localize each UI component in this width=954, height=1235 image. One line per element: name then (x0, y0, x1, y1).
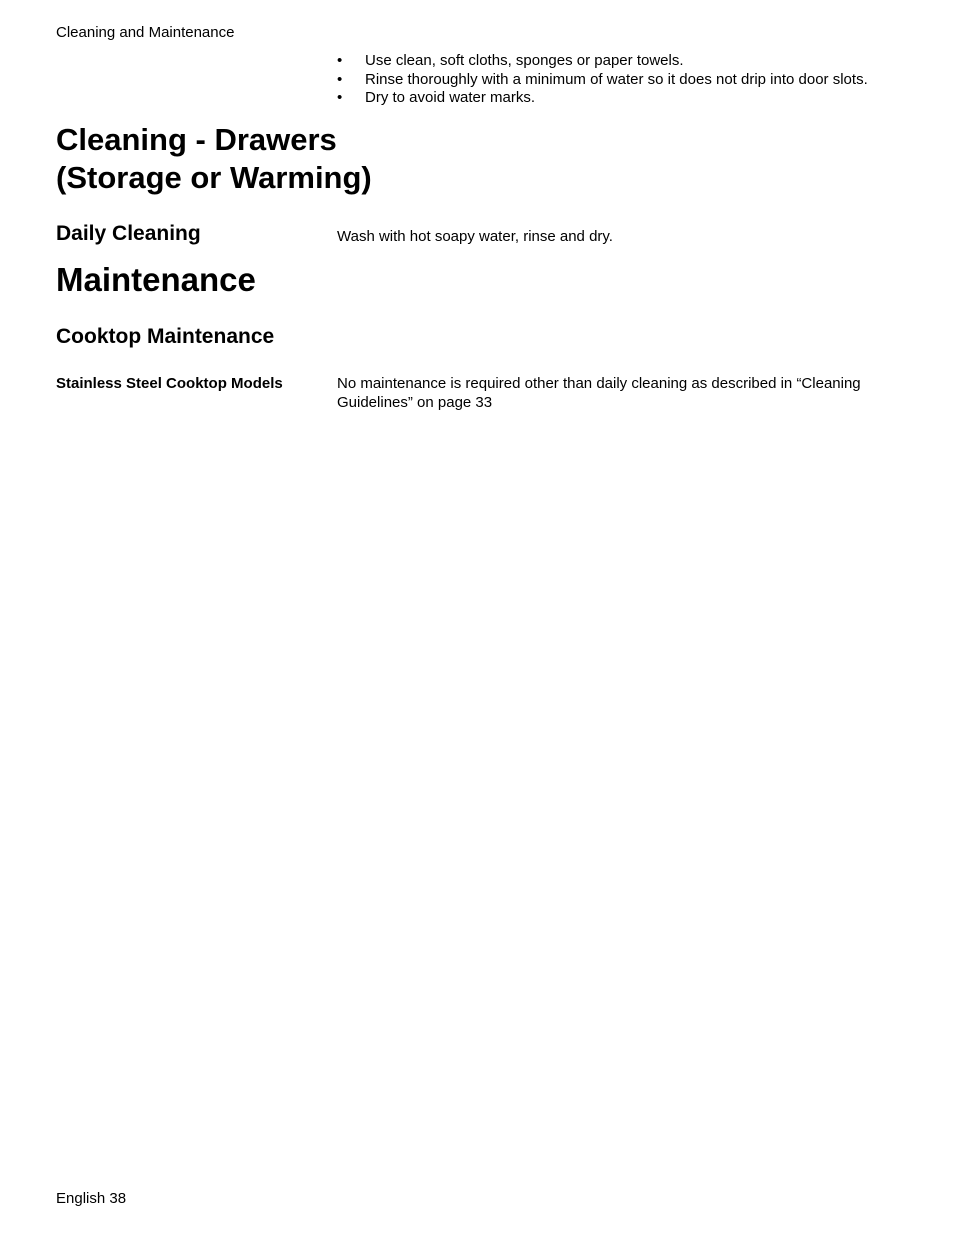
bullet-icon: • (337, 89, 343, 106)
bullet-icon: • (337, 52, 343, 69)
list-item-text: Rinse thoroughly with a minimum of water so it does not drip into door slots. (365, 70, 868, 88)
daily-cleaning-text: Wash with hot soapy water, rinse and dry. (337, 228, 613, 245)
running-header: Cleaning and Maintenance (56, 24, 235, 41)
list-item (337, 89, 868, 108)
list-item-text: Use clean, soft cloths, sponges or paper towels. (365, 52, 684, 69)
list-item (337, 52, 868, 71)
page-number: English 38 (56, 1190, 127, 1207)
daily-cleaning-heading: Daily Cleaning (56, 222, 201, 245)
drawers-title-line2: (Storage or Warming) (56, 160, 372, 195)
drawers-section-title (56, 121, 372, 197)
stainless-steel-text: No maintenance is required other than daily cleaning as described in “Cleaning Guidelines” on page 33 (337, 375, 861, 411)
list-item-text: Dry to avoid water marks. (365, 89, 536, 106)
bullet-icon: • (337, 70, 343, 88)
drawers-title-line1: Cleaning - Drawers (56, 122, 337, 157)
stainless-steel-label: Stainless Steel Cooktop Models (56, 375, 283, 392)
cleaning-tips-list (337, 52, 868, 108)
cooktop-maintenance-heading: Cooktop Maintenance (56, 325, 275, 348)
maintenance-section-title: Maintenance (56, 261, 256, 298)
list-item (337, 71, 868, 90)
